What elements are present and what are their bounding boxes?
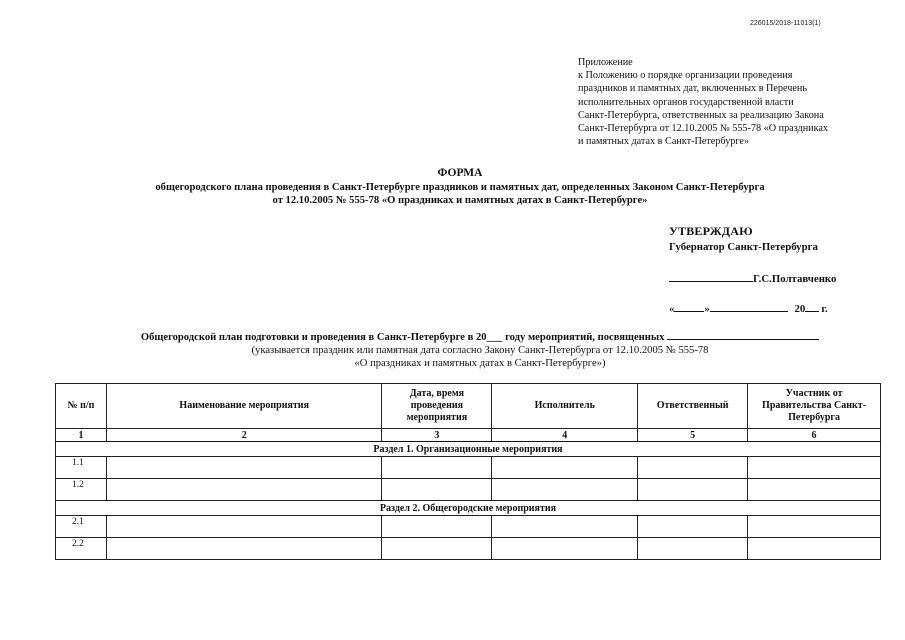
table-cell [492, 457, 638, 479]
signature-line [669, 271, 899, 285]
month-blank [710, 301, 788, 312]
table-cell [106, 516, 382, 538]
appendix-note [578, 56, 878, 148]
dedication-blank [667, 329, 819, 340]
table-cell [382, 538, 492, 560]
table-cell [748, 479, 881, 501]
form-subtitle-line: общегородского плана проведения в Санкт-Петербурге праздников и памятных дат, определенных Законом Санкт-Петербурга [155, 181, 765, 193]
appendix-line: Санкт-Петербурга, ответственных за реализацию Закона [578, 109, 824, 121]
table-cell [638, 538, 748, 560]
form-title-block [60, 167, 860, 208]
table-cell [492, 516, 638, 538]
section-title: Раздел 2. Общегородские мероприятия [56, 501, 881, 516]
table-cell [106, 457, 382, 479]
table-cell [638, 479, 748, 501]
table-row [56, 457, 881, 479]
approval-heading: УТВЕРЖДАЮ [669, 224, 753, 238]
row-number: 2.1 [56, 516, 107, 538]
table-cell [492, 479, 638, 501]
header-event-name: Наименование мероприятия [106, 384, 382, 429]
table-cell [382, 479, 492, 501]
form-title: ФОРМА [437, 167, 483, 179]
appendix-line: Санкт-Петербурга от 12.10.2005 № 555-78 «О праздниках [578, 123, 829, 135]
year-blank [805, 301, 819, 312]
column-number: 3 [382, 429, 492, 442]
table-cell [492, 538, 638, 560]
document-number: 226015/2018-11013(1) [750, 20, 821, 27]
header-responsible: Ответственный [638, 384, 748, 429]
table-cell [748, 538, 881, 560]
column-number: 4 [492, 429, 638, 442]
row-number: 1.2 [56, 479, 107, 501]
column-number: 1 [56, 429, 107, 442]
section-row [56, 501, 881, 516]
row-number: 2.2 [56, 538, 107, 560]
approval-block [669, 224, 899, 315]
year-suffix: г. [821, 303, 828, 315]
appendix-line: исполнительных органов государственной власти [578, 96, 794, 108]
appendix-line: праздников и памятных дат, включенных в Перечень [578, 83, 808, 95]
row-number: 1.1 [56, 457, 107, 479]
appendix-line: и памятных датах в Санкт-Петербурге» [578, 136, 750, 148]
column-number: 5 [638, 429, 748, 442]
section-row [56, 442, 881, 457]
date-open-quote: « [669, 303, 675, 315]
appendix-line: к Положению о порядке организации проведения [578, 70, 793, 82]
events-table [55, 383, 881, 560]
signatory-name: Г.С.Полтавченко [753, 273, 837, 285]
plan-note-line: «О праздниках и памятных датах в Санкт-Петербурге») [354, 358, 606, 369]
table-row [56, 479, 881, 501]
signature-blank [669, 271, 753, 282]
column-number-row [56, 429, 881, 442]
approval-position: Губернатор Санкт-Петербурга [669, 241, 818, 253]
header-executor: Исполнитель [492, 384, 638, 429]
table-cell [106, 479, 382, 501]
header-date-time: Дата, время проведения мероприятия [382, 384, 492, 429]
day-blank [674, 301, 704, 312]
form-subtitle-line: от 12.10.2005 № 555-78 «О праздниках и памятных датах в Санкт-Петербурге» [272, 195, 648, 206]
year-prefix: 20 [794, 303, 806, 315]
table-header-row [56, 384, 881, 429]
plan-title-line [60, 329, 900, 344]
table-row [56, 516, 881, 538]
date-close-quote: » [704, 303, 710, 315]
header-number: № п/п [56, 384, 107, 429]
header-participant: Участник от Правительства Санкт-Петербурга [748, 384, 881, 429]
approval-date-line [669, 301, 899, 315]
table-cell [638, 516, 748, 538]
table-cell [638, 457, 748, 479]
table-cell [748, 516, 881, 538]
plan-heading [60, 329, 900, 370]
table-cell [748, 457, 881, 479]
appendix-line: Приложение [578, 57, 633, 68]
table-cell [106, 538, 382, 560]
plan-title: Общегородской план подготовки и проведения в Санкт-Петербурге в 20___ году мероприятий, посвященных [140, 332, 665, 343]
table-cell [382, 516, 492, 538]
section-title: Раздел 1. Организационные мероприятия [56, 442, 881, 457]
table-cell [382, 457, 492, 479]
table-row [56, 538, 881, 560]
column-number: 6 [748, 429, 881, 442]
plan-note-line: (указывается праздник или памятная дата согласно Закону Санкт-Петербурга от 12.10.2005 № 555-78 [251, 345, 709, 356]
column-number: 2 [106, 429, 382, 442]
